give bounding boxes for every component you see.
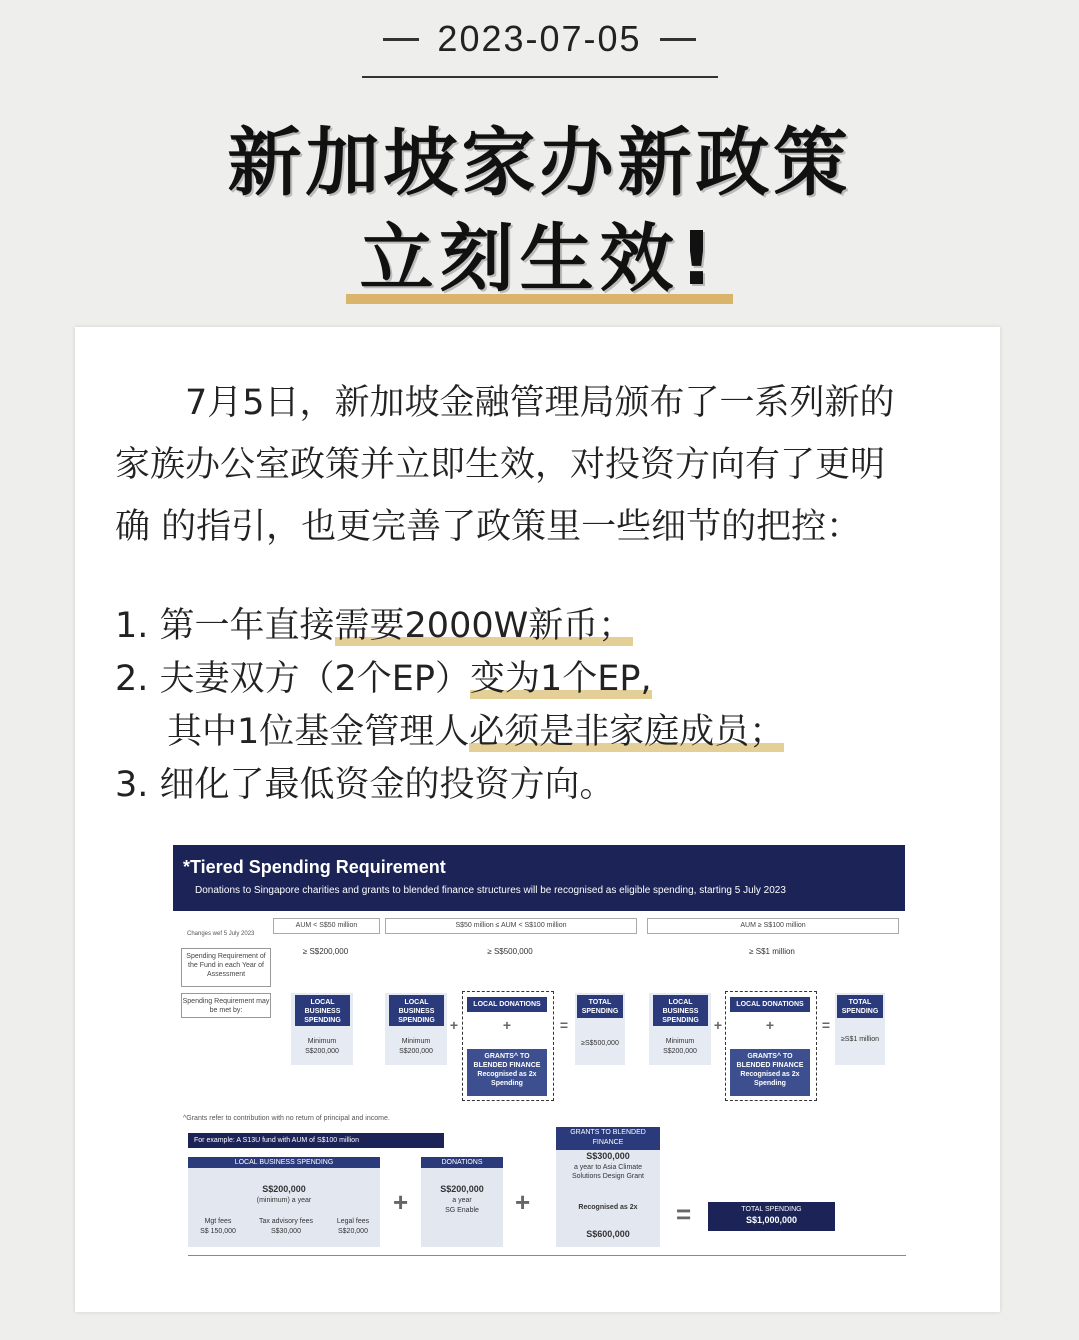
grants-blended-label: [730, 1049, 810, 1096]
figure-header: [173, 845, 905, 911]
minimum-label: Minimum: [307, 1038, 337, 1045]
example-grants-head: GRANTS TO BLENDED FINANCE: [556, 1127, 660, 1150]
title-line-2-wrap: [0, 200, 1079, 306]
example-mgt-fees: Mgt fees: [204, 1218, 232, 1225]
date-text: 2023-07-05: [437, 18, 642, 59]
minimum-label: Minimum: [401, 1038, 431, 1045]
plus-icon: +: [713, 1017, 723, 1033]
row-label-met-by: Spending Requirement may be met by:: [181, 993, 271, 1018]
example-donations-head: DONATIONS: [421, 1157, 503, 1168]
list-item: [115, 653, 985, 706]
example-total-amount: S$1,000,000: [745, 1215, 798, 1225]
tier-header: AUM ≥ S$100 million: [647, 918, 899, 934]
plus-icon: +: [515, 1187, 531, 1217]
recognised-2x-text: Recognised as 2x Spending: [740, 1071, 800, 1087]
example-recognised: Recognised as 2x: [578, 1204, 638, 1211]
equals-icon: =: [676, 1199, 692, 1229]
example-grants-amount: S$300,000: [586, 1151, 630, 1161]
example-mgt-value: S$ 150,000: [200, 1228, 236, 1235]
figure-subtitle: Donations to Singapore charities and grants to blended finance structures will be recognised as eligible spending, starting 5 July 2023: [195, 885, 786, 896]
equals-icon: =: [821, 1017, 831, 1033]
figure-bottom-rule: [188, 1255, 906, 1256]
list-item-text: 3. 细化了最低资金的投资方向。: [115, 765, 615, 805]
minimum-label: Minimum: [665, 1038, 695, 1045]
list-item-highlight: 必须是非家庭成员；: [469, 712, 785, 752]
plus-icon: +: [502, 1017, 512, 1033]
changes-label: Changes wef 5 July 2023: [187, 931, 255, 937]
local-donations-label: LOCAL DONATIONS: [467, 997, 547, 1012]
example-total-bar: [708, 1202, 835, 1231]
list-item-text: 1. 第一年直接: [115, 606, 335, 646]
minimum-value: S$200,000: [663, 1048, 697, 1055]
policy-list: [115, 600, 985, 812]
example-donations-note: a year: [452, 1197, 472, 1204]
example-tax-fees: Tax advisory fees: [258, 1218, 314, 1225]
example-legal-fees: Legal fees: [336, 1218, 370, 1225]
example-donations-amount: S$200,000: [440, 1184, 484, 1194]
paragraph-line: 确 的指引，也更完善了政策里一些细节的把控：: [115, 507, 862, 547]
list-item: [115, 706, 985, 759]
date-dash-right: [660, 38, 696, 41]
figure-title: *Tiered Spending Requirement: [183, 857, 446, 877]
example-legal-value: S$20,000: [338, 1228, 368, 1235]
row-label-requirement: Spending Requirement of the Fund in each Year of Assessment: [181, 948, 271, 987]
list-item: [115, 600, 985, 653]
tier-header: AUM < S$50 million: [273, 918, 380, 934]
example-grants-note: a year to Asia Climate Solutions Design Grant: [572, 1164, 644, 1180]
list-item-highlight: 变为1个EP,: [470, 659, 652, 699]
grants-blended-text: GRANTS^ TO BLENDED FINANCE: [736, 1053, 804, 1069]
tier-requirement-value: ≥ S$200,000: [302, 947, 349, 956]
plus-icon: +: [765, 1017, 775, 1033]
list-item: [115, 759, 985, 812]
tier3-total: ≥S$1 million: [840, 1036, 880, 1043]
title-line-2-text: 立刻生效!: [359, 216, 720, 302]
minimum-value: S$200,000: [305, 1048, 339, 1055]
total-spending-label: TOTAL SPENDING: [577, 995, 623, 1018]
plus-icon: +: [449, 1017, 459, 1033]
tier2-total: ≥S$500,000: [581, 1040, 619, 1047]
local-business-label: LOCAL BUSINESS SPENDING: [389, 995, 444, 1026]
tier-header: S$50 million ≤ AUM < S$100 million: [385, 918, 637, 934]
example-recognised-amount: S$600,000: [586, 1229, 630, 1239]
title-line-1: 新加坡家办新政策: [227, 120, 852, 206]
local-business-label: LOCAL BUSINESS SPENDING: [653, 995, 708, 1026]
example-title: For example: A S13U fund with AUM of S$100 million: [188, 1133, 444, 1148]
example-local-head: LOCAL BUSINESS SPENDING: [188, 1157, 380, 1168]
tier-requirement-value: ≥ S$500,000: [487, 947, 533, 956]
example-local-amount: S$200,000: [262, 1184, 306, 1194]
example-donations-to: SG Enable: [445, 1207, 479, 1214]
date-underline: [362, 76, 718, 78]
date-dash-left: [383, 38, 419, 41]
grants-blended-text: GRANTS^ TO BLENDED FINANCE: [473, 1053, 541, 1069]
example-total-head: TOTAL SPENDING: [741, 1206, 802, 1213]
minimum-value: S$200,000: [399, 1048, 433, 1055]
intro-paragraph: [115, 372, 985, 558]
title-line-2: [360, 200, 720, 306]
example-local-note: (minimum) a year: [256, 1197, 312, 1204]
plus-icon: +: [393, 1187, 409, 1217]
tiered-spending-figure: [173, 845, 905, 1255]
equals-icon: =: [559, 1017, 569, 1033]
list-item-text: 其中1位基金管理人: [167, 712, 470, 752]
tier-requirement-value: ≥ S$1 million: [749, 947, 795, 956]
date-row: [0, 18, 1079, 60]
example-tax-value: S$30,000: [271, 1228, 301, 1235]
local-business-label: LOCAL BUSINESS SPENDING: [295, 995, 350, 1026]
total-spending-label: TOTAL SPENDING: [837, 995, 883, 1018]
local-donations-label: LOCAL DONATIONS: [730, 997, 810, 1012]
list-item-highlight: 需要2000W新币；: [334, 606, 634, 646]
paragraph-line: 家族办公室政策并立即生效，对投资方向有了更明: [115, 445, 886, 485]
recognised-2x-text: Recognised as 2x Spending: [477, 1071, 537, 1087]
grants-blended-label: [467, 1049, 547, 1096]
grants-note: ^Grants refer to contribution with no return of principal and income.: [183, 1115, 390, 1122]
list-item-text: 2. 夫妻双方（2个EP）: [115, 659, 471, 699]
paragraph-line: 7月5日，新加坡金融管理局颁布了一系列新的: [185, 383, 895, 423]
